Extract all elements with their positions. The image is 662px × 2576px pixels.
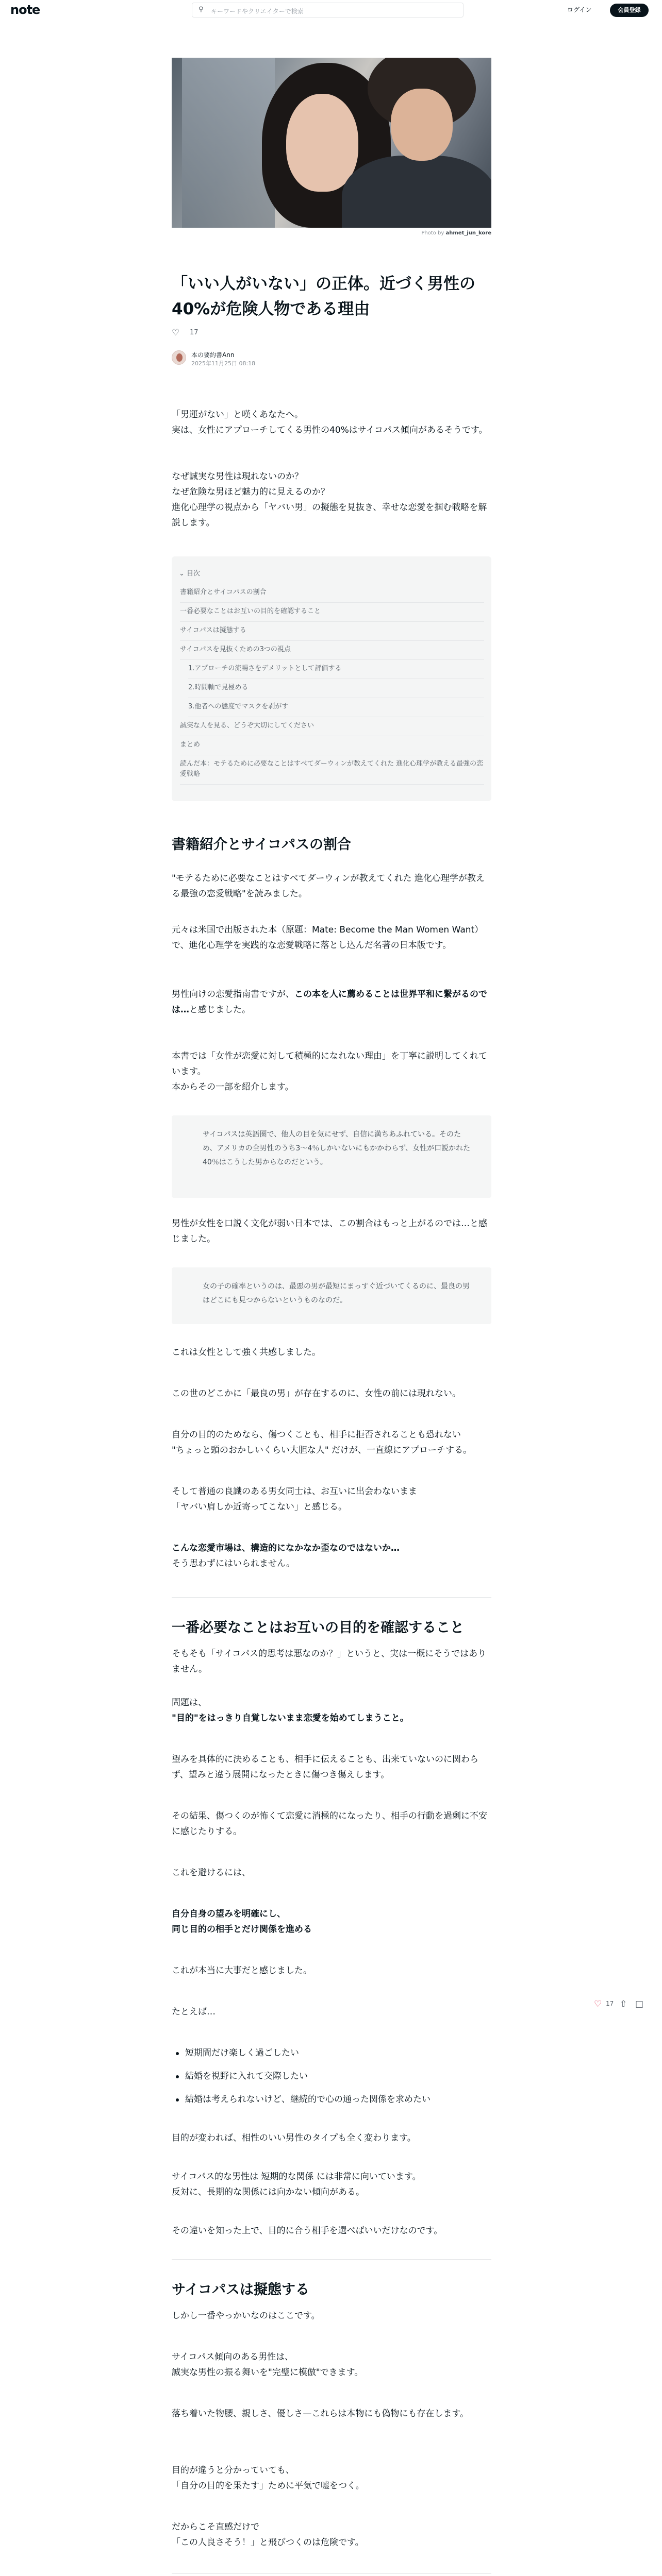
text-span: 男性向けの恋愛指南書ですが、 — [172, 989, 294, 999]
article-title: 「いい人がいない」の正体。近づく男性の40%が危険人物である理由 — [172, 275, 475, 318]
paragraph: 自分自身の望みを明確にし、 — [172, 1909, 286, 1919]
section-heading: 一番必要なことはお互いの目的を確認すること — [172, 1620, 464, 1636]
toc-item[interactable]: 2.時間軸で見極める — [188, 683, 484, 698]
blockquote — [172, 1115, 491, 1198]
paragraph: 本からその一部を紹介します。 — [172, 1082, 294, 1092]
search-input[interactable] — [192, 3, 464, 18]
toc-item[interactable]: 3.他者への態度でマスクを剥がす — [188, 702, 484, 717]
signup-button[interactable]: 会員登録 — [610, 4, 649, 17]
chevron-down-icon: ⌄ — [179, 570, 187, 578]
intro-line: 「男運がない」と嘆くあなたへ。 — [172, 410, 303, 420]
paragraph: たとえば… — [172, 2007, 216, 2017]
paragraph: そもそも「サイコパス的思考は悪なのか？」というと、実は一概にそうではありません。 — [172, 1649, 487, 1674]
list-item — [172, 2092, 491, 2107]
floating-heart-icon[interactable]: ♡ — [594, 1999, 602, 2009]
quote-text: サイコパスは英語圏で、他人の目を気にせず、自信に満ちあふれている。そのため、アメリカの全男性のうち3～4％しかいないにもかかわらず、女性が口説かれた40％はこうした男からなのだという。 — [203, 1130, 471, 1166]
paragraph: 男性が女性を口説く文化が弱い日本では、この割合はもっと上がるのでは…と感じました。 — [172, 1218, 487, 1244]
floating-like-count: 17 — [606, 2000, 614, 2007]
paragraph: 落ち着いた物腰、親しさ、優しさ—これらは本物にも偽物にも存在します。 — [172, 2409, 469, 2419]
publish-date: 2025年11月25日 08:18 — [191, 360, 256, 367]
list-item-text: 結婚は考えられないけど、継続的で心の通った関係を求めたい — [185, 2094, 431, 2105]
heart-icon[interactable]: ♡ — [172, 328, 180, 338]
paragraph: 反対に、長期的な関係には向かない傾向がある。 — [172, 2187, 365, 2197]
author-avatar[interactable] — [172, 350, 186, 365]
bullet — [176, 2052, 179, 2055]
paragraph: 「自分の目的を果たす」ために平気で嘘をつく。 — [172, 2481, 365, 2491]
intro-line: なぜ危険な男ほど魅力的に見えるのか？ — [172, 487, 329, 497]
paragraph: "ちょっと頭のおかしいくらい大胆な人" だけが、一直線にアプローチする。 — [172, 1445, 472, 1455]
search-placeholder: キーワードやクリエイターで検索 — [211, 8, 304, 15]
toc-item[interactable]: まとめ — [180, 740, 484, 755]
bold-text: この本を人に薦めることは世界平和に繋がるのでは… — [172, 989, 487, 1015]
toc-item[interactable]: 1.アプローチの流暢さをデメリットとして評価する — [188, 664, 484, 679]
paragraph: これが本当に大事だと感じました。 — [172, 1965, 312, 1976]
paragraph: 目的が変われば、相性のいい男性のタイプも全く変わります。 — [172, 2133, 416, 2143]
paragraph: 同じ目的の相手とだけ関係を進める — [172, 1924, 312, 1935]
photo-by-label: Photo by — [421, 230, 444, 236]
list-item-text: 短期間だけ楽しく過ごしたい — [185, 2048, 299, 2058]
blockquote — [172, 1267, 491, 1324]
paragraph: 目的が違うと分かっていても、 — [172, 2465, 294, 2476]
paragraph: 元々は米国で出版された本（原題：Mate: Become the Man Women Want）で、進化心理学を実践的な恋愛戦略に落とし込んだ名著の日本版です。 — [172, 925, 484, 951]
list-item — [172, 2045, 491, 2061]
paragraph: サイコパス傾向のある男性は、 — [172, 2352, 294, 2362]
divider — [172, 2259, 491, 2260]
hero-image — [172, 58, 491, 228]
paragraph: 望みを具体的に決めることも、相手に伝えることも、出来ていないのに関わらず、望みと違う展開になったときに傷つき傷えします。 — [172, 1754, 478, 1780]
author-name[interactable]: 本の要約書Ann — [191, 351, 235, 359]
paragraph: 「ヤバい肩しか近寄ってこない」と感じる。 — [172, 1502, 347, 1512]
note-logo[interactable]: note — [10, 3, 40, 17]
quote-text: 女の子の確率というのは、最悪の男が最短にまっすぐ近づいてくるのに、最良の男はどこにも見つからないというものなのだ。 — [203, 1282, 470, 1304]
photo-credit — [172, 230, 491, 236]
paragraph: その違いを知った上で、目的に合う相手を選べばいいだけなのです。 — [172, 2226, 443, 2236]
paragraph: 本書では「女性が恋愛に対して積極的になれない理由」を丁寧に説明してくれています。 — [172, 1051, 487, 1077]
bookmark-icon[interactable]: □ — [635, 1999, 644, 2009]
hero-woman-face — [286, 94, 358, 192]
paragraph: そして普通の良識のある男女同士は、お互いに出会わないまま — [172, 1486, 417, 1497]
hero-man-face — [391, 89, 453, 161]
intro-line: 実は、女性にアプローチしてくる男性の40%はサイコパス傾向があるそうです。 — [172, 425, 488, 435]
list-item — [172, 2069, 491, 2084]
paragraph: これは女性として強く共感しました。 — [172, 1347, 321, 1358]
toc-item[interactable]: 読んだ本：モテるために必要なことはすべてダーウィンが教えてくれた 進化心理学が教える最強の恋愛戦略 — [180, 759, 484, 785]
paragraph: "モテるために必要なことはすべてダーウィンが教えてくれた 進化心理学が教える最強の恋愛戦略"を読みました。 — [172, 873, 485, 899]
table-of-contents — [172, 556, 491, 801]
search-icon: ⚲ — [198, 6, 204, 13]
toc-item[interactable]: サイコパスは擬態する — [180, 625, 484, 641]
divider — [172, 2573, 491, 2574]
paragraph: サイコパス的な男性は 短期的な関係 には非常に向いています。 — [172, 2172, 421, 2182]
list-item-text: 結婚を視野に入れて交際したい — [185, 2071, 308, 2081]
section-heading: 書籍紹介とサイコパスの割合 — [172, 837, 352, 853]
toc-item[interactable]: 一番必要なことはお互いの目的を確認すること — [180, 606, 484, 622]
toc-item[interactable]: 誠実な人を見る、どうぞ大切にしてください — [180, 721, 484, 736]
login-link[interactable]: ログイン — [567, 6, 592, 13]
site-header — [0, 0, 662, 21]
toc-item[interactable]: サイコパスを見抜くための3つの視点 — [180, 645, 484, 660]
paragraph: 「この人良さそう！」と飛びつくのは危険です。 — [172, 2537, 364, 2548]
paragraph: "目的"をはっきり自覚しないまま恋愛を始めてしまうこと。 — [172, 1713, 409, 1723]
toc-item[interactable]: 書籍紹介とサイコパスの割合 — [180, 587, 484, 603]
intro-line: 進化心理学の視点から「ヤバい男」の擬態を見抜き、幸せな恋愛を掴む戦略を解説します。 — [172, 502, 487, 528]
paragraph — [172, 987, 491, 1018]
paragraph: 自分の目的のためなら、傷つくことも、相手に拒否されることも恐れない — [172, 1430, 461, 1440]
section-heading: サイコパスは擬態する — [172, 2282, 310, 2298]
paragraph: こんな恋愛市場は、構造的になかなか歪なのではないか… — [172, 1543, 400, 1553]
paragraph: これを避けるには、 — [172, 1868, 251, 1878]
paragraph: しかし一番やっかいなのはここです。 — [172, 2311, 320, 2321]
toc-title-label: 目次 — [187, 570, 201, 578]
paragraph: その結果、傷つくのが怖くて恋愛に消極的になったり、相手の行動を過剰に不安に感じたりする。 — [172, 1811, 487, 1837]
hero-window — [182, 58, 275, 228]
paragraph: この世のどこかに「最良の男」が存在するのに、女性の前には現れない。 — [172, 1388, 461, 1399]
bullet — [176, 2075, 179, 2078]
like-count: 17 — [190, 329, 198, 336]
intro-line: なぜ誠実な男性は現れないのか？ — [172, 471, 303, 482]
share-icon[interactable]: ⇧ — [620, 1999, 627, 2009]
paragraph: だからこそ直感だけで — [172, 2522, 259, 2532]
text-span: と感じました。 — [189, 1005, 251, 1015]
toc-title[interactable] — [179, 568, 200, 578]
paragraph: そう思わずにはいられません。 — [172, 1558, 295, 1569]
divider — [172, 1597, 491, 1598]
paragraph: 誠実な男性の振る舞いを"完璧に模倣"できます。 — [172, 2367, 363, 2378]
bullet — [176, 2098, 179, 2102]
photo-by-user[interactable]: ahmet_jun_kore — [445, 230, 491, 236]
hero-man-body — [342, 156, 491, 228]
paragraph: 問題は、 — [172, 1698, 207, 1708]
